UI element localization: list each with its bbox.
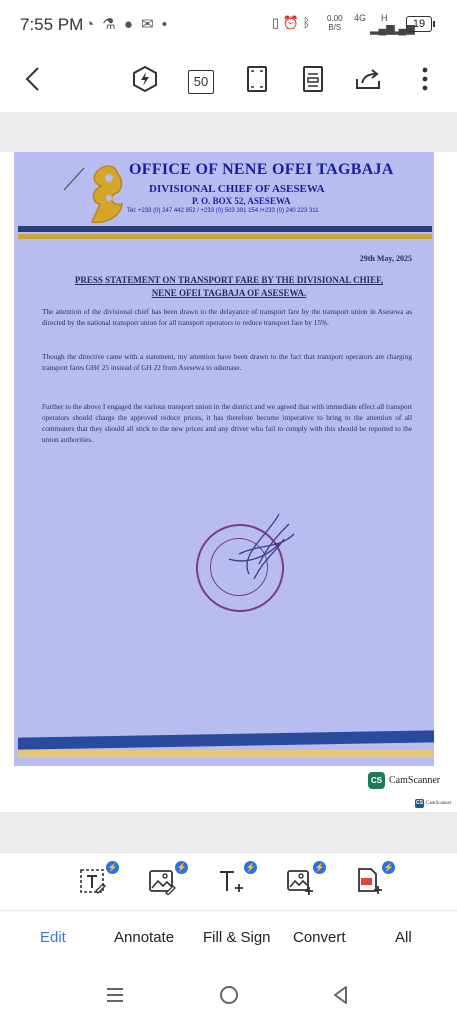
edit-image-icon <box>148 867 176 895</box>
document-paragraph-3: Further to the above I engaged the various transport union in the district and we agreed that with immediate effect all transport operators should charge the approved reduce prices, it has therefore become imperative to bring to the attention of all commuters that they should all stick to the new prices and any driver who fail to comply with this should be reported to the union authorities. <box>42 402 412 444</box>
page-count-button[interactable]: 50 <box>188 70 214 94</box>
pro-badge-icon: ⚡ <box>107 863 118 872</box>
system-icons <box>272 15 310 31</box>
letterhead-subtitle: DIVISIONAL CHIEF OF ASESEWA <box>149 183 325 195</box>
tab-convert[interactable]: Convert <box>293 929 346 946</box>
recent-apps-button[interactable] <box>102 982 128 1008</box>
document-page[interactable] <box>0 152 457 812</box>
pro-badge-icon: ⚡ <box>245 863 256 872</box>
footer-stripes <box>18 734 434 766</box>
edit-image-tool[interactable] <box>148 863 187 899</box>
add-image-icon <box>286 867 314 895</box>
top-toolbar <box>0 50 457 112</box>
home-button[interactable] <box>216 982 242 1008</box>
signal-icon-2: ▂▄▆ <box>390 23 415 35</box>
alarm-icon: ⏰ <box>282 15 299 30</box>
network-speed: 0.00 B/S <box>327 14 343 32</box>
letterhead-address: P. O. BOX 52, ASESEWA <box>192 196 291 206</box>
back-nav-button[interactable] <box>328 982 354 1008</box>
reading-mode-button[interactable] <box>298 62 328 96</box>
share-button[interactable] <box>353 62 383 96</box>
back-triangle-icon <box>328 982 354 1008</box>
convert-pdf-tool[interactable] <box>355 863 394 899</box>
notification-icons <box>85 15 169 33</box>
fullscreen-icon <box>246 65 268 93</box>
gmail-icon: ✉ <box>141 16 156 33</box>
camscanner-watermark-small <box>415 799 452 808</box>
bluetooth-icon: ᛒ <box>302 15 311 30</box>
home-circle-icon <box>216 982 242 1008</box>
header-stripe-blue <box>18 226 432 232</box>
document-viewer[interactable] <box>0 112 457 852</box>
tab-edit[interactable]: Edit <box>40 929 66 946</box>
add-text-tool[interactable] <box>217 863 256 899</box>
bottom-tabs <box>0 910 457 965</box>
add-text-icon <box>217 867 245 895</box>
pdf-convert-icon <box>355 867 383 895</box>
camscanner-logo-icon: CS <box>368 772 385 789</box>
document-paragraph-1: The attention of the divisional chief has been drawn to the delayance of transport fare by the transport union in Asesewa as directed by the national transport union for all transport operators to reduce transport fare by 15%. <box>42 307 412 327</box>
letterhead-title: OFFICE OF NENE OFEI TAGBAJA <box>129 161 394 178</box>
camscanner-watermark <box>368 772 440 789</box>
pro-badge-icon: ⚡ <box>314 863 325 872</box>
back-button[interactable] <box>18 62 48 96</box>
camscanner-small-label: CamScanner <box>426 801 452 806</box>
document-date: 29th May, 2025 <box>359 254 412 263</box>
edit-text-tool[interactable] <box>79 863 118 899</box>
more-vertical-icon <box>422 66 428 92</box>
document-paragraph-2: Though the directive came with a statement, my attention have been drawn to the fact that transport operators are charging transport fares GH¢ 25 instead of GH 22 from Asesewa to odumase. <box>42 352 412 372</box>
lab-icon: ⚗ <box>102 16 118 33</box>
adinkra-logo-icon <box>62 160 136 230</box>
tab-annotate[interactable]: Annotate <box>114 929 175 946</box>
back-arrow-icon <box>24 66 42 92</box>
network-type-2: H <box>381 13 388 23</box>
document-view-icon <box>302 65 324 93</box>
whatsapp-icon: ◔ <box>85 16 97 33</box>
speed-mode-button[interactable] <box>130 62 160 96</box>
status-bar <box>0 0 457 50</box>
network-type: 4G <box>354 13 367 23</box>
document-headline: PRESS STATEMENT ON TRANSPORT FARE BY THE DIVISIONAL CHIEF, NENE OFEI TAGBAJA OF ASESEWA. <box>74 275 384 298</box>
letterhead-phone: Tel: +233 (0) 247 442 952 / +233 (0) 503 391 154 /+233 (0) 240 223 311 <box>127 208 319 214</box>
vibrate-icon: ▯ <box>272 15 280 30</box>
tab-fill-sign[interactable]: Fill & Sign <box>203 929 271 946</box>
scanned-document <box>14 152 434 766</box>
pro-badge-icon: ⚡ <box>383 863 394 872</box>
header-stripe-gold <box>18 234 432 239</box>
system-nav-bar <box>0 964 457 1024</box>
fullscreen-button[interactable] <box>242 62 272 96</box>
camscanner-label: CamScanner <box>389 775 441 786</box>
edit-text-icon <box>79 867 107 895</box>
edit-tools-row <box>0 852 457 911</box>
tab-all[interactable]: All <box>395 929 412 946</box>
camscanner-small-logo-icon: CS <box>416 800 423 806</box>
signal-icon: ▂▄▆ <box>370 23 395 35</box>
signature <box>209 504 299 594</box>
more-notifications-icon: • <box>161 16 170 33</box>
add-image-tool[interactable] <box>286 863 325 899</box>
battery-icon: 19 <box>406 16 432 32</box>
lightning-hexagon-icon <box>132 65 158 93</box>
chat-icon: ● <box>123 16 135 33</box>
share-icon <box>354 67 382 91</box>
more-options-button[interactable] <box>410 62 440 96</box>
pro-badge-icon: ⚡ <box>176 863 187 872</box>
menu-lines-icon <box>102 982 128 1008</box>
status-time: 7:55 PM <box>20 15 84 34</box>
